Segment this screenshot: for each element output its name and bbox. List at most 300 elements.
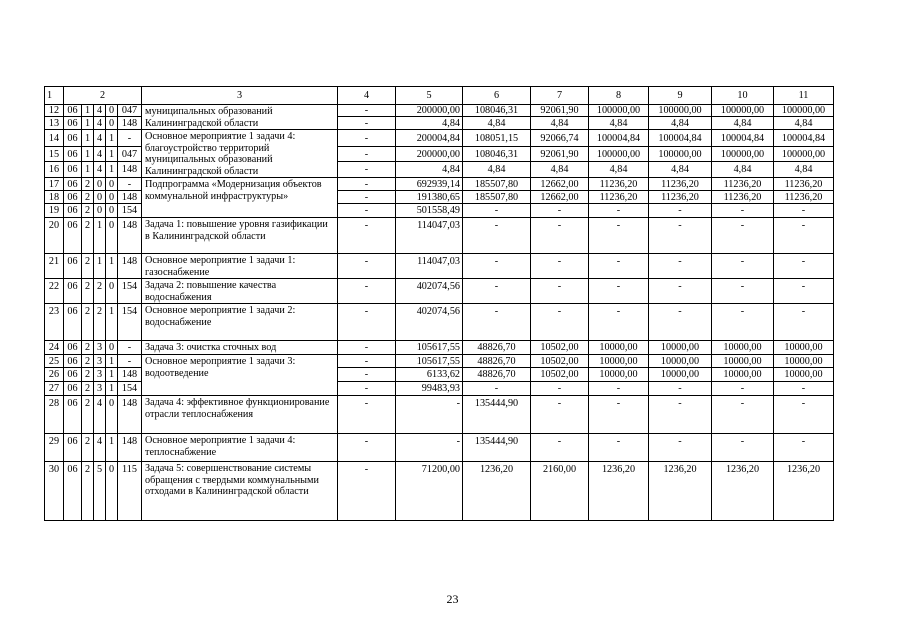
code-cell: 1 xyxy=(82,147,94,162)
value-cell: - xyxy=(338,368,396,382)
code-cell: 148 xyxy=(118,191,142,204)
value-cell: - xyxy=(589,382,649,396)
code-cell: 06 xyxy=(64,341,82,355)
value-cell: - xyxy=(396,434,463,462)
value-cell: 10502,00 xyxy=(531,341,589,355)
description-cell: Задача 4: эффективное функционирование отрасли теплоснабжения xyxy=(142,396,338,434)
value-cell: 100000,00 xyxy=(774,105,834,117)
value-cell: 4,84 xyxy=(396,161,463,177)
code-cell: 06 xyxy=(64,191,82,204)
value-cell: - xyxy=(463,279,531,304)
value-cell: 185507,80 xyxy=(463,191,531,204)
code-cell: 2 xyxy=(82,304,94,341)
code-cell: 1 xyxy=(106,355,118,368)
code-cell: 154 xyxy=(118,279,142,304)
code-cell: 1 xyxy=(106,368,118,382)
value-cell: - xyxy=(338,204,396,218)
value-cell: 1236,20 xyxy=(649,462,712,521)
code-cell: 2 xyxy=(82,191,94,204)
header-cell: 8 xyxy=(589,87,649,105)
value-cell: 200000,00 xyxy=(396,147,463,162)
value-cell: 11236,20 xyxy=(589,178,649,191)
value-cell: 4,84 xyxy=(463,117,531,130)
value-cell: 692939,14 xyxy=(396,178,463,191)
code-cell: 148 xyxy=(118,254,142,279)
value-cell: - xyxy=(649,434,712,462)
row-number-cell: 23 xyxy=(45,304,64,341)
value-cell: - xyxy=(774,396,834,434)
value-cell: - xyxy=(649,279,712,304)
code-cell: 3 xyxy=(94,368,106,382)
code-cell: 5 xyxy=(94,462,106,521)
value-cell: 100000,00 xyxy=(712,147,774,162)
value-cell: 11236,20 xyxy=(712,191,774,204)
value-cell: 135444,90 xyxy=(463,434,531,462)
code-cell: 2 xyxy=(94,304,106,341)
header-cell: 5 xyxy=(396,87,463,105)
code-cell: 1 xyxy=(106,382,118,396)
table-row xyxy=(45,105,834,117)
value-cell: - xyxy=(338,382,396,396)
value-cell: 100000,00 xyxy=(649,105,712,117)
value-cell: 10000,00 xyxy=(712,355,774,368)
code-cell: 3 xyxy=(94,382,106,396)
value-cell: 1236,20 xyxy=(774,462,834,521)
value-cell: - xyxy=(589,396,649,434)
value-cell: - xyxy=(589,204,649,218)
code-cell: 0 xyxy=(94,191,106,204)
code-cell: 2 xyxy=(82,178,94,191)
row-number-cell: 29 xyxy=(45,434,64,462)
code-cell: 148 xyxy=(118,161,142,177)
value-cell: 10000,00 xyxy=(649,368,712,382)
value-cell: 4,84 xyxy=(649,117,712,130)
value-cell: 10502,00 xyxy=(531,355,589,368)
row-number-cell: 14 xyxy=(45,130,64,147)
code-cell: 1 xyxy=(106,304,118,341)
description-cell: Основное мероприятие 1 задачи 3: водоотведение xyxy=(142,355,338,396)
code-cell: 1 xyxy=(94,254,106,279)
code-cell: 2 xyxy=(82,382,94,396)
value-cell: 12662,00 xyxy=(531,178,589,191)
row-number-cell: 18 xyxy=(45,191,64,204)
row-number-cell: 25 xyxy=(45,355,64,368)
table-row xyxy=(45,178,834,191)
value-cell: 200000,00 xyxy=(396,105,463,117)
code-cell: 2 xyxy=(82,341,94,355)
header-cell: 7 xyxy=(531,87,589,105)
value-cell: 12662,00 xyxy=(531,191,589,204)
value-cell: 4,84 xyxy=(589,161,649,177)
value-cell: 4,84 xyxy=(774,117,834,130)
value-cell: - xyxy=(531,218,589,254)
code-cell: 1 xyxy=(82,130,94,147)
value-cell: 100004,84 xyxy=(712,130,774,147)
value-cell: - xyxy=(338,279,396,304)
code-cell: 4 xyxy=(94,161,106,177)
value-cell: 10000,00 xyxy=(774,341,834,355)
code-cell: 06 xyxy=(64,279,82,304)
value-cell: 10000,00 xyxy=(774,355,834,368)
value-cell: 108051,15 xyxy=(463,130,531,147)
row-number-cell: 30 xyxy=(45,462,64,521)
code-cell: 06 xyxy=(64,117,82,130)
value-cell: - xyxy=(338,191,396,204)
value-cell: - xyxy=(774,204,834,218)
value-cell: 11236,20 xyxy=(774,191,834,204)
value-cell: 100004,84 xyxy=(774,130,834,147)
value-cell: - xyxy=(774,279,834,304)
value-cell: - xyxy=(712,218,774,254)
table-row xyxy=(45,355,834,368)
value-cell: - xyxy=(463,382,531,396)
header-cell: 10 xyxy=(712,87,774,105)
value-cell: 92061,90 xyxy=(531,147,589,162)
value-cell: 185507,80 xyxy=(463,178,531,191)
code-cell: 3 xyxy=(94,355,106,368)
value-cell: - xyxy=(589,434,649,462)
table-row xyxy=(45,434,834,462)
value-cell: - xyxy=(463,218,531,254)
table-row xyxy=(45,341,834,355)
value-cell: 2160,00 xyxy=(531,462,589,521)
value-cell: 99483,93 xyxy=(396,382,463,396)
value-cell: 11236,20 xyxy=(649,178,712,191)
code-cell: 1 xyxy=(82,161,94,177)
value-cell: 10000,00 xyxy=(649,355,712,368)
row-number-cell: 28 xyxy=(45,396,64,434)
code-cell: 06 xyxy=(64,304,82,341)
value-cell: - xyxy=(712,304,774,341)
description-cell: Задача 2: повышение качества водоснабжения xyxy=(142,279,338,304)
code-cell: 2 xyxy=(82,368,94,382)
value-cell: 11236,20 xyxy=(649,191,712,204)
value-cell: - xyxy=(338,147,396,162)
value-cell: - xyxy=(712,204,774,218)
value-cell: - xyxy=(338,355,396,368)
code-cell: 0 xyxy=(106,117,118,130)
row-number-cell: 24 xyxy=(45,341,64,355)
code-cell: 06 xyxy=(64,368,82,382)
value-cell: 92061,90 xyxy=(531,105,589,117)
value-cell: 11236,20 xyxy=(774,178,834,191)
code-cell: 06 xyxy=(64,396,82,434)
code-cell: 06 xyxy=(64,178,82,191)
value-cell: - xyxy=(338,105,396,117)
code-cell: 2 xyxy=(82,204,94,218)
value-cell: - xyxy=(649,254,712,279)
code-cell: 06 xyxy=(64,434,82,462)
value-cell: - xyxy=(531,254,589,279)
value-cell: 6133,62 xyxy=(396,368,463,382)
value-cell: 108046,31 xyxy=(463,147,531,162)
code-cell: 0 xyxy=(106,279,118,304)
value-cell: 4,84 xyxy=(712,161,774,177)
code-cell: 047 xyxy=(118,147,142,162)
code-cell: 2 xyxy=(82,462,94,521)
value-cell: 10000,00 xyxy=(774,368,834,382)
code-cell: - xyxy=(118,178,142,191)
code-cell: 4 xyxy=(94,130,106,147)
value-cell: - xyxy=(589,304,649,341)
value-cell: 100000,00 xyxy=(774,147,834,162)
code-cell: 0 xyxy=(106,204,118,218)
code-cell: 06 xyxy=(64,218,82,254)
code-cell: - xyxy=(118,341,142,355)
row-number-cell: 12 xyxy=(45,105,64,117)
table-row xyxy=(45,304,834,341)
value-cell: 100000,00 xyxy=(712,105,774,117)
value-cell: - xyxy=(774,218,834,254)
value-cell: - xyxy=(531,279,589,304)
value-cell: 11236,20 xyxy=(589,191,649,204)
value-cell: 10000,00 xyxy=(589,341,649,355)
value-cell: 4,84 xyxy=(396,117,463,130)
value-cell: - xyxy=(589,218,649,254)
code-cell: 0 xyxy=(106,396,118,434)
value-cell: 135444,90 xyxy=(463,396,531,434)
description-cell: Задача 1: повышение уровня газификации в Калининградской области xyxy=(142,218,338,254)
value-cell: 48826,70 xyxy=(463,355,531,368)
value-cell: - xyxy=(463,254,531,279)
value-cell: - xyxy=(531,382,589,396)
value-cell: - xyxy=(712,396,774,434)
value-cell: 501558,49 xyxy=(396,204,463,218)
code-cell: 148 xyxy=(118,396,142,434)
code-cell: 115 xyxy=(118,462,142,521)
value-cell: 4,84 xyxy=(774,161,834,177)
value-cell: - xyxy=(338,341,396,355)
code-cell: 06 xyxy=(64,105,82,117)
table-row xyxy=(45,130,834,147)
page-number: 23 xyxy=(446,592,459,606)
document-table xyxy=(44,86,834,521)
table-row xyxy=(45,462,834,521)
row-number-cell: 26 xyxy=(45,368,64,382)
code-cell: 4 xyxy=(94,434,106,462)
code-cell: 1 xyxy=(106,147,118,162)
header-row xyxy=(45,87,834,105)
value-cell: 108046,31 xyxy=(463,105,531,117)
code-cell: 1 xyxy=(106,434,118,462)
code-cell: 4 xyxy=(94,396,106,434)
code-cell: 047 xyxy=(118,105,142,117)
value-cell: 1236,20 xyxy=(589,462,649,521)
code-cell: 06 xyxy=(64,254,82,279)
code-cell: 1 xyxy=(82,117,94,130)
code-cell: 0 xyxy=(94,178,106,191)
value-cell: 114047,03 xyxy=(396,254,463,279)
value-cell: 10000,00 xyxy=(712,368,774,382)
table-row xyxy=(45,218,834,254)
value-cell: 191380,65 xyxy=(396,191,463,204)
description-cell: Задача 5: совершенствование системы обращения с твердыми коммунальными отходами в Калининградской области xyxy=(142,462,338,521)
value-cell: - xyxy=(531,434,589,462)
value-cell: - xyxy=(338,304,396,341)
value-cell: 100000,00 xyxy=(589,105,649,117)
code-cell: 148 xyxy=(118,117,142,130)
row-number-cell: 19 xyxy=(45,204,64,218)
description-cell: Задача 3: очистка сточных вод xyxy=(142,341,338,355)
row-number-cell: 17 xyxy=(45,178,64,191)
value-cell: - xyxy=(712,254,774,279)
code-cell: 1 xyxy=(94,218,106,254)
header-cell: 11 xyxy=(774,87,834,105)
code-cell: 0 xyxy=(106,178,118,191)
header-cell: 2 xyxy=(64,87,142,105)
value-cell: 200004,84 xyxy=(396,130,463,147)
value-cell: - xyxy=(463,204,531,218)
code-cell: - xyxy=(118,130,142,147)
value-cell: 1236,20 xyxy=(463,462,531,521)
value-cell: - xyxy=(338,462,396,521)
value-cell: - xyxy=(774,254,834,279)
description-cell: Основное мероприятие 1 задачи 4: благоустройство территорий муниципальных образований Калининградской области xyxy=(142,130,338,178)
code-cell: 2 xyxy=(82,279,94,304)
header-cell: 9 xyxy=(649,87,712,105)
value-cell: 10000,00 xyxy=(589,355,649,368)
code-cell: 06 xyxy=(64,382,82,396)
value-cell: - xyxy=(649,382,712,396)
value-cell: - xyxy=(712,434,774,462)
value-cell: - xyxy=(774,382,834,396)
table-row xyxy=(45,279,834,304)
value-cell: 11236,20 xyxy=(712,178,774,191)
value-cell: 4,84 xyxy=(712,117,774,130)
code-cell: 2 xyxy=(82,434,94,462)
value-cell: 92066,74 xyxy=(531,130,589,147)
value-cell: - xyxy=(338,254,396,279)
value-cell: - xyxy=(338,161,396,177)
value-cell: - xyxy=(712,382,774,396)
code-cell: 1 xyxy=(106,161,118,177)
value-cell: 100004,84 xyxy=(649,130,712,147)
value-cell: - xyxy=(338,396,396,434)
value-cell: - xyxy=(338,130,396,147)
code-cell: 1 xyxy=(106,130,118,147)
value-cell: 105617,55 xyxy=(396,355,463,368)
code-cell: 2 xyxy=(94,279,106,304)
value-cell: 100000,00 xyxy=(589,147,649,162)
code-cell: 2 xyxy=(82,254,94,279)
value-cell: 4,84 xyxy=(463,161,531,177)
code-cell: 06 xyxy=(64,204,82,218)
code-cell: 3 xyxy=(94,341,106,355)
code-cell: 0 xyxy=(106,218,118,254)
row-number-cell: 13 xyxy=(45,117,64,130)
value-cell: - xyxy=(649,396,712,434)
value-cell: 4,84 xyxy=(589,117,649,130)
code-cell: 06 xyxy=(64,147,82,162)
value-cell: 402074,56 xyxy=(396,304,463,341)
value-cell: 10000,00 xyxy=(589,368,649,382)
value-cell: 4,84 xyxy=(531,161,589,177)
value-cell: 10502,00 xyxy=(531,368,589,382)
code-cell: 1 xyxy=(82,105,94,117)
row-number-cell: 20 xyxy=(45,218,64,254)
value-cell: 105617,55 xyxy=(396,341,463,355)
value-cell: - xyxy=(531,204,589,218)
value-cell: - xyxy=(589,254,649,279)
header-cell: 3 xyxy=(142,87,338,105)
code-cell: 148 xyxy=(118,434,142,462)
value-cell: 4,84 xyxy=(649,161,712,177)
description-cell: Основное мероприятие 1 задачи 4: теплоснабжение xyxy=(142,434,338,462)
value-cell: 4,84 xyxy=(531,117,589,130)
row-number-cell: 16 xyxy=(45,161,64,177)
value-cell: - xyxy=(463,304,531,341)
code-cell: 4 xyxy=(94,147,106,162)
code-cell: 06 xyxy=(64,130,82,147)
value-cell: - xyxy=(649,218,712,254)
value-cell: - xyxy=(649,204,712,218)
description-cell: Основное мероприятие 1 задачи 2: водоснабжение xyxy=(142,304,338,341)
table-row xyxy=(45,254,834,279)
code-cell: 2 xyxy=(82,355,94,368)
value-cell: 100004,84 xyxy=(589,130,649,147)
table-row xyxy=(45,396,834,434)
value-cell: - xyxy=(338,178,396,191)
code-cell: 0 xyxy=(94,204,106,218)
value-cell: - xyxy=(649,304,712,341)
value-cell: - xyxy=(531,304,589,341)
row-number-cell: 27 xyxy=(45,382,64,396)
value-cell: 100000,00 xyxy=(649,147,712,162)
value-cell: - xyxy=(712,279,774,304)
value-cell: 48826,70 xyxy=(463,341,531,355)
value-cell: 10000,00 xyxy=(649,341,712,355)
code-cell: 0 xyxy=(106,341,118,355)
value-cell: - xyxy=(338,434,396,462)
code-cell: 148 xyxy=(118,368,142,382)
code-cell: 06 xyxy=(64,462,82,521)
value-cell: 48826,70 xyxy=(463,368,531,382)
value-cell: - xyxy=(396,396,463,434)
code-cell: 148 xyxy=(118,218,142,254)
code-cell: 0 xyxy=(106,105,118,117)
row-number-cell: 22 xyxy=(45,279,64,304)
row-number-cell: 21 xyxy=(45,254,64,279)
code-cell: 0 xyxy=(106,191,118,204)
value-cell: - xyxy=(338,218,396,254)
code-cell: 06 xyxy=(64,355,82,368)
row-number-cell: 15 xyxy=(45,147,64,162)
description-cell: муниципальных образований Калининградской области xyxy=(142,105,338,130)
code-cell: 4 xyxy=(94,117,106,130)
code-cell: 0 xyxy=(106,462,118,521)
value-cell: - xyxy=(774,434,834,462)
value-cell: - xyxy=(531,396,589,434)
description-cell: Основное мероприятие 1 задачи 1: газоснабжение xyxy=(142,254,338,279)
header-cell: 4 xyxy=(338,87,396,105)
header-cell: 6 xyxy=(463,87,531,105)
code-cell: 2 xyxy=(82,218,94,254)
value-cell: 114047,03 xyxy=(396,218,463,254)
value-cell: - xyxy=(589,279,649,304)
value-cell: - xyxy=(338,117,396,130)
value-cell: 402074,56 xyxy=(396,279,463,304)
code-cell: 154 xyxy=(118,304,142,341)
code-cell: 06 xyxy=(64,161,82,177)
code-cell: 154 xyxy=(118,382,142,396)
code-cell: 2 xyxy=(82,396,94,434)
value-cell: 1236,20 xyxy=(712,462,774,521)
code-cell: 4 xyxy=(94,105,106,117)
description-cell: Подпрограмма «Модернизация объектов коммунальной инфраструктуры» xyxy=(142,178,338,218)
value-cell: - xyxy=(774,304,834,341)
code-cell: 1 xyxy=(106,254,118,279)
value-cell: 71200,00 xyxy=(396,462,463,521)
